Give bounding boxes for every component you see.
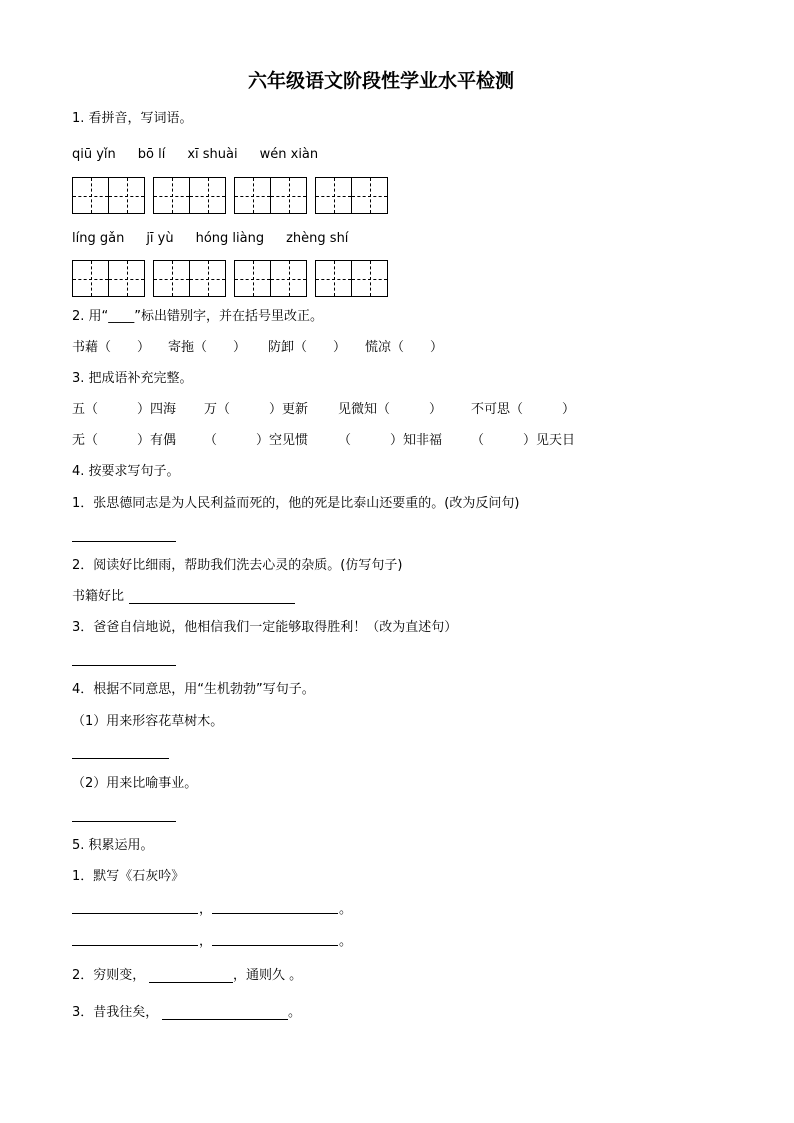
- q3-idiom-4: 不可思（ ）: [471, 402, 576, 417]
- pinyin-1: qiū yǐn: [72, 147, 116, 162]
- pinyin-5: líng gǎn: [72, 231, 125, 246]
- q3-label: 3. 把成语补充完整。: [72, 371, 193, 386]
- q3-idiom-6: （ ）空见惯: [204, 433, 309, 448]
- period: 。: [339, 934, 353, 949]
- q4-sentence-4a: （1）用来形容花草树木。: [72, 714, 224, 729]
- writing-cell[interactable]: [72, 260, 109, 297]
- writing-cell[interactable]: [315, 260, 352, 297]
- q4-sentence-2: 2．阅读好比细雨，帮助我们洗去心灵的杂质。(仿写句子): [72, 558, 403, 573]
- q5-part-3-suffix: 。: [288, 1005, 302, 1020]
- writing-cell[interactable]: [270, 260, 307, 297]
- q4-sentence-3: 3．爸爸自信地说，他相信我们一定能够取得胜利！（改为直述句）: [72, 620, 458, 635]
- q1-pinyin-row-1: [72, 148, 340, 161]
- answer-line[interactable]: [72, 665, 176, 666]
- q5-part-2-suffix: ，通则久 。: [233, 968, 303, 983]
- q3-idiom-7: （ ）知非福: [338, 433, 443, 448]
- writing-cell[interactable]: [315, 177, 352, 214]
- q2-item-2: 寄拖（ ）: [168, 340, 247, 355]
- q1-label: 1. 看拼音，写词语。: [72, 111, 193, 126]
- q2-label: 2. 用“____”标出错别字，并在括号里改正。: [72, 309, 324, 324]
- q4-sentence-1: 1．张思德同志是为人民利益而死的，他的死是比泰山还要重的。(改为反问句): [72, 496, 520, 511]
- answer-line[interactable]: [72, 541, 176, 542]
- q5-part-3-prefix: 3．昔我往矣，: [72, 1005, 159, 1020]
- q2-item-4: 慌凉（ ）: [365, 340, 444, 355]
- q3-idiom-5: 无（ ）有偶: [72, 433, 177, 448]
- q5-label: 5. 积累运用。: [72, 838, 154, 853]
- q3-idiom-2: 万（ ）更新: [204, 402, 309, 417]
- q1-writing-grid-row-2: [72, 260, 396, 297]
- pinyin-8: zhèng shí: [286, 231, 349, 246]
- writing-cell[interactable]: [108, 177, 145, 214]
- q2-item-3: 防卸（ ）: [268, 340, 347, 355]
- answer-line[interactable]: [212, 913, 338, 914]
- q5-part-1: 1．默写《石灰吟》: [72, 869, 185, 884]
- q1-pinyin-row-2: [72, 232, 370, 245]
- word-box: [72, 260, 144, 297]
- word-box: [315, 177, 387, 214]
- writing-cell[interactable]: [234, 177, 271, 214]
- answer-line[interactable]: [162, 1019, 288, 1020]
- pinyin-4: wén xiàn: [259, 147, 319, 162]
- word-box: [153, 177, 225, 214]
- word-box: [72, 177, 144, 214]
- writing-cell[interactable]: [72, 177, 109, 214]
- answer-line[interactable]: [72, 913, 198, 914]
- word-box: [234, 177, 306, 214]
- writing-cell[interactable]: [153, 177, 190, 214]
- q2-item-1: 书藉（ ）: [72, 340, 151, 355]
- writing-cell[interactable]: [351, 260, 388, 297]
- answer-line[interactable]: [72, 945, 198, 946]
- q3-idiom-1: 五（ ）四海: [72, 402, 177, 417]
- q3-idiom-3: 见微知（ ）: [338, 402, 443, 417]
- q3-idiom-8: （ ）见天日: [471, 433, 576, 448]
- page-title: 六年级语文阶段性学业水平检测: [248, 70, 515, 92]
- writing-cell[interactable]: [270, 177, 307, 214]
- q4-label: 4. 按要求写句子。: [72, 464, 180, 479]
- writing-cell[interactable]: [108, 260, 145, 297]
- answer-line[interactable]: [72, 821, 176, 822]
- writing-cell[interactable]: [153, 260, 190, 297]
- q1-writing-grid-row-1: [72, 177, 396, 214]
- comma: ，: [199, 902, 213, 917]
- pinyin-6: jī yù: [146, 231, 174, 246]
- answer-line[interactable]: [212, 945, 338, 946]
- q4-sentence-4: 4．根据不同意思，用“生机勃勃”写句子。: [72, 682, 315, 697]
- word-box: [153, 260, 225, 297]
- writing-cell[interactable]: [189, 177, 226, 214]
- word-box: [234, 260, 306, 297]
- writing-cell[interactable]: [351, 177, 388, 214]
- writing-cell[interactable]: [234, 260, 271, 297]
- answer-line[interactable]: [129, 603, 295, 604]
- pinyin-2: bō lí: [137, 147, 166, 162]
- q4-sentence-2-prefix: 书籍好比: [72, 589, 125, 604]
- word-box: [315, 260, 387, 297]
- answer-line[interactable]: [72, 758, 169, 759]
- answer-line[interactable]: [149, 982, 233, 983]
- pinyin-3: xī shuài: [187, 147, 238, 162]
- q5-part-2-prefix: 2．穷则变，: [72, 968, 146, 983]
- q4-sentence-4b: （2）用来比喻事业。: [72, 776, 198, 791]
- period: 。: [339, 902, 353, 917]
- writing-cell[interactable]: [189, 260, 226, 297]
- comma: ，: [199, 934, 213, 949]
- pinyin-7: hóng liàng: [195, 231, 265, 246]
